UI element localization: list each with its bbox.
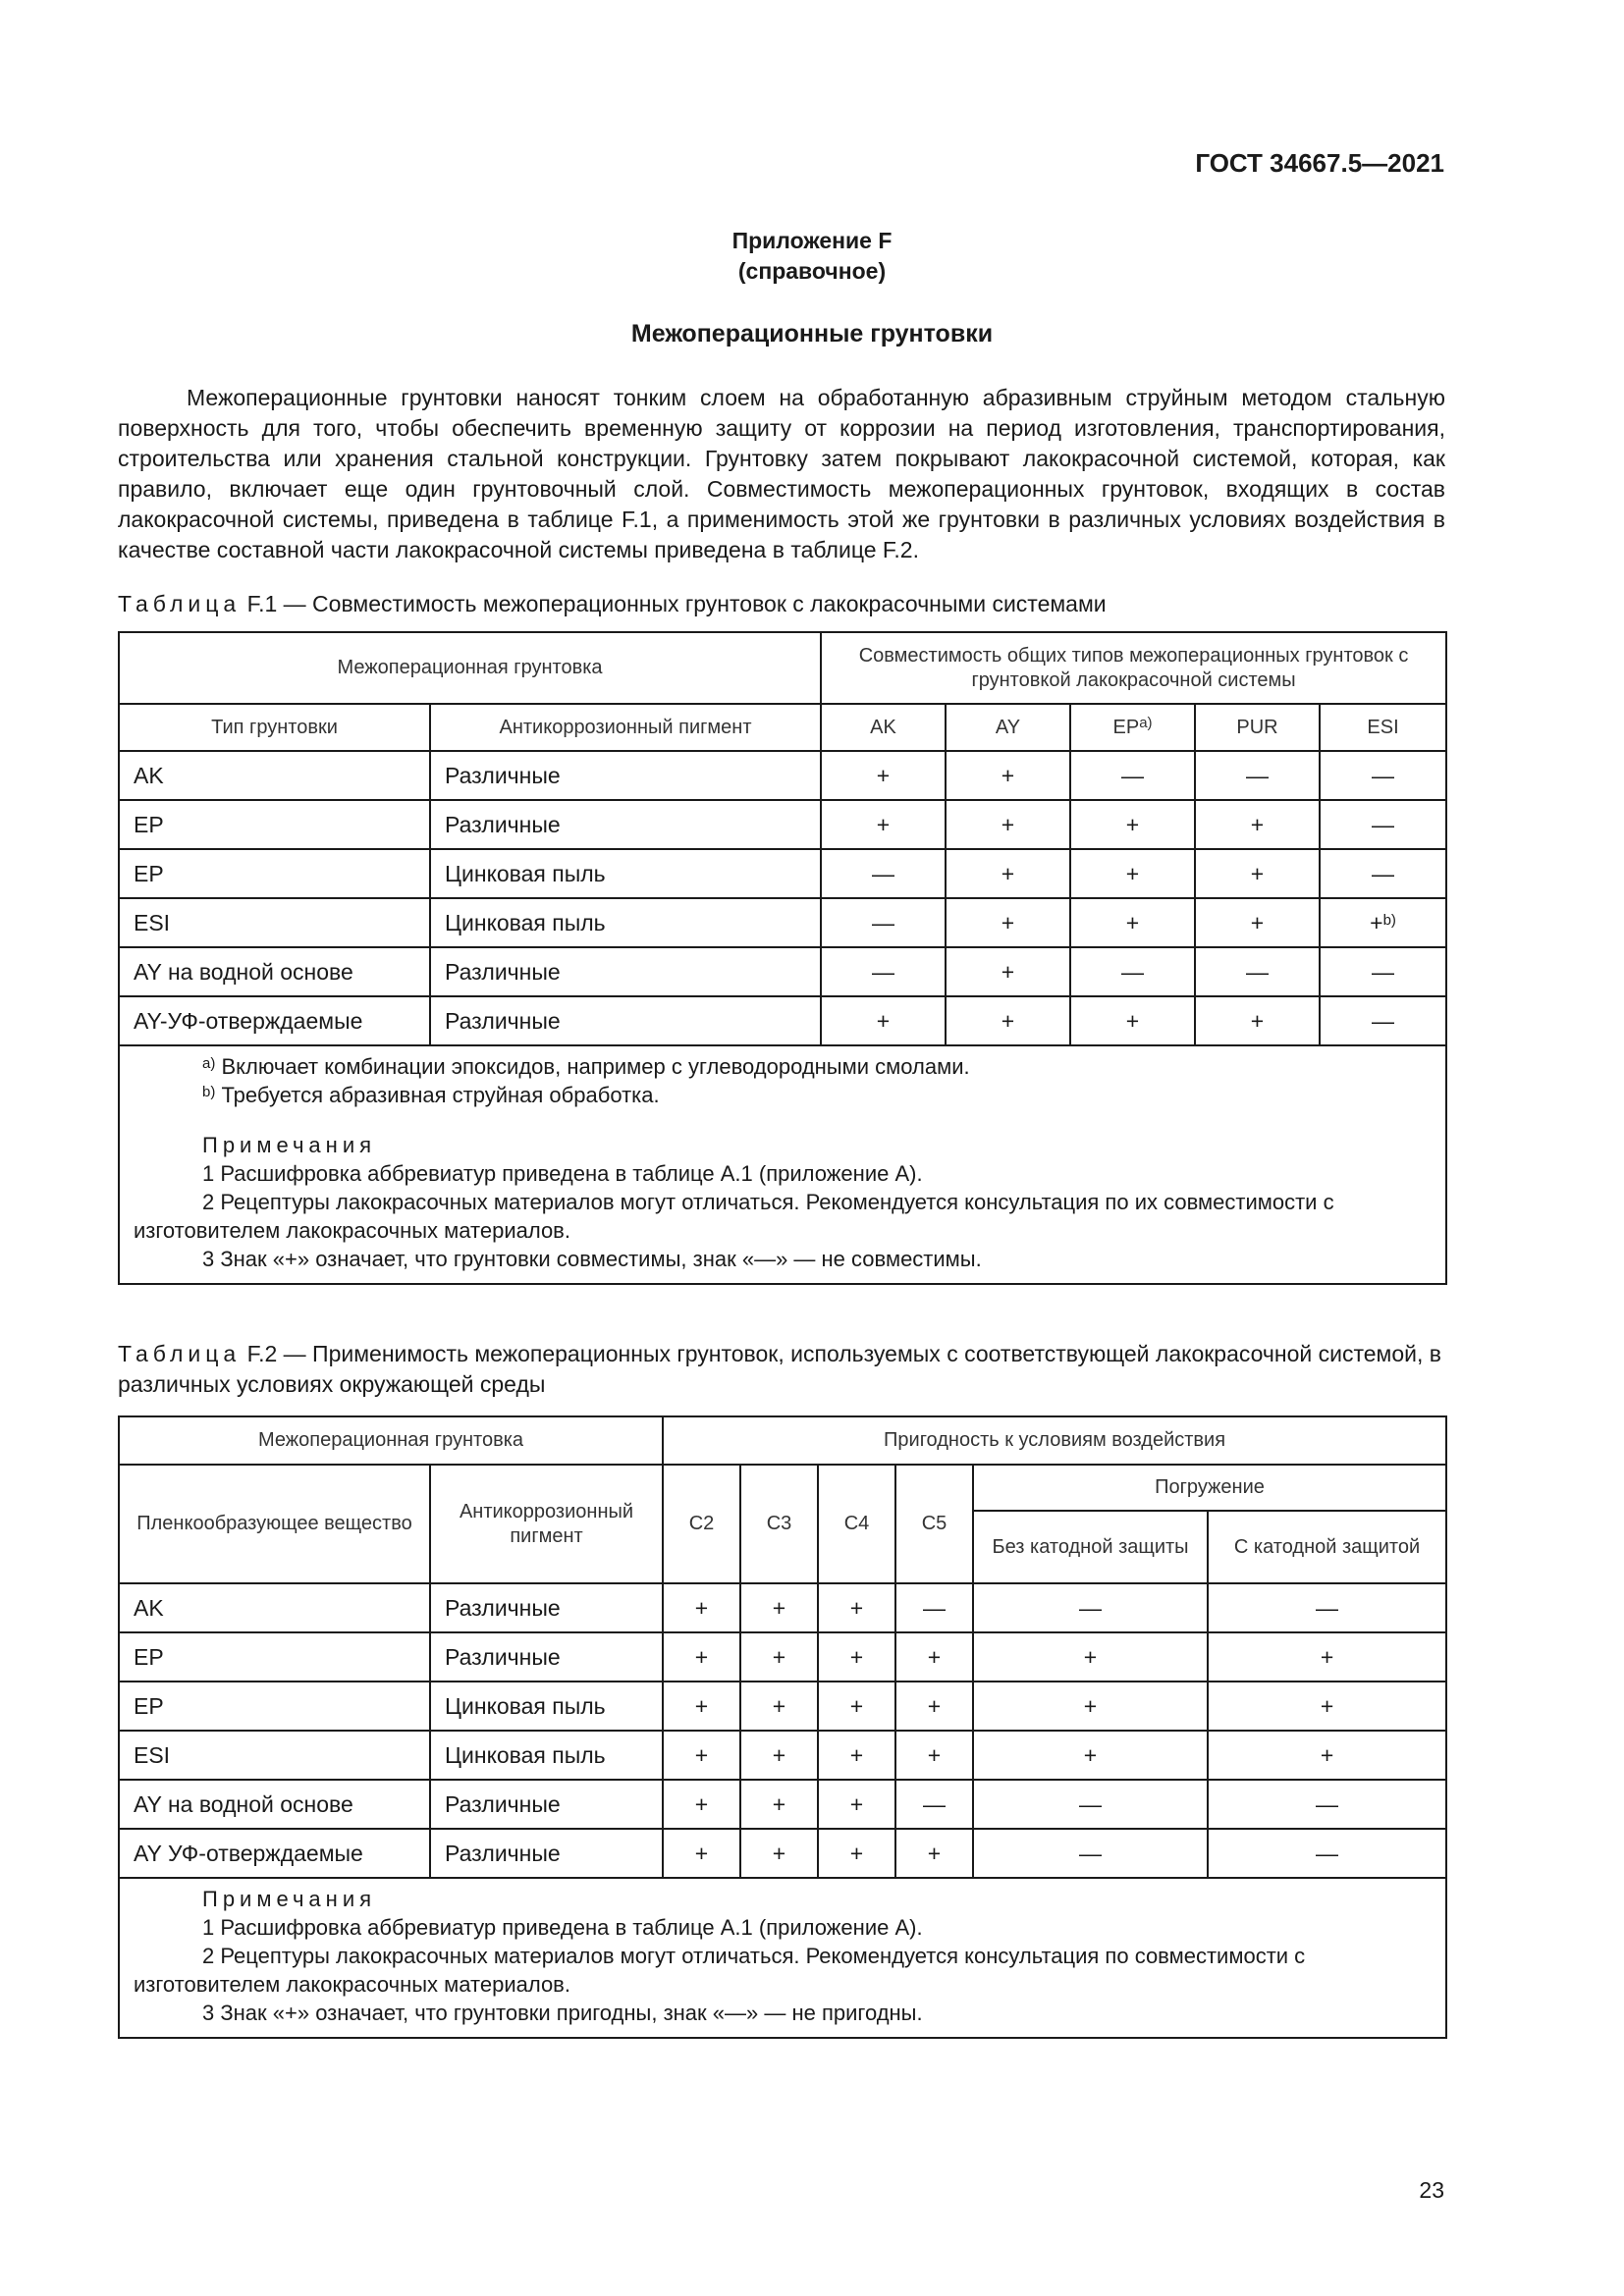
- table-row: [119, 947, 1446, 996]
- table1-notes: [119, 1045, 1446, 1284]
- table2-cell-c2: +: [663, 1829, 740, 1878]
- table1-cell-ay: +: [946, 996, 1070, 1045]
- table-row: [119, 1780, 1446, 1829]
- table1-caption-text: F.1 — Совместимость межоперационных грунтовок с лакокрасочными системами: [241, 591, 1107, 616]
- table1-body: [119, 751, 1446, 1284]
- table-row: [119, 1731, 1446, 1780]
- table1-cell-pur: —: [1195, 751, 1320, 800]
- table-row: [119, 1682, 1446, 1731]
- table2-cell-no-cathodic: —: [973, 1583, 1208, 1632]
- standard-number: ГОСТ 34667.5—2021: [1195, 148, 1444, 178]
- table2-col-no-cathodic: Без катодной защиты: [973, 1511, 1208, 1583]
- table1-cell-pur: +: [1195, 898, 1320, 947]
- table1-cell-ep: +: [1070, 996, 1195, 1045]
- table2-cell-c3: +: [740, 1731, 818, 1780]
- table1-cell-esi: —: [1320, 751, 1446, 800]
- table2-cell-c5: +: [895, 1829, 973, 1878]
- table1-cell-ak: +: [821, 751, 946, 800]
- intro-paragraph: Межоперационные грунтовки наносят тонким слоем на обработанную абразивным струйным методом стальную поверхность для того, чтобы обеспечить временную защиту от коррозии на период изготовления, транспортирования, строительства или хранения стальной конструкции. Грунтовку затем покрывают лакокрасочной системой, которая, как правило, включает еще один грунтовочный слой. Совместимость межоперационных грунтовок, входящих в состав лакокрасочной системы, приведена в таблице F.1, а применимость этой же грунтовки в различных условиях воздействия в качестве составной части лакокрасочной системы приведена в таблице F.2.: [118, 385, 1445, 562]
- table-f2: [118, 1415, 1447, 2039]
- table1-cell-ay: +: [946, 898, 1070, 947]
- table2-cell-c2: +: [663, 1780, 740, 1829]
- table2-body: [119, 1583, 1446, 2038]
- table2-cell-binder: EP: [119, 1632, 430, 1682]
- table2-cell-c3: +: [740, 1583, 818, 1632]
- table1-cell-ep: +: [1070, 800, 1195, 849]
- table1-cell-pigment: Различные: [430, 800, 821, 849]
- table2-cell-c4: +: [818, 1780, 895, 1829]
- table1-footnote-a-mark: a): [202, 1055, 216, 1072]
- table1-cell-ep: +: [1070, 849, 1195, 898]
- table1-cell-esi-value: +: [1370, 909, 1383, 935]
- table1-cell-esi: —: [1320, 996, 1446, 1045]
- table1-cell-type: EP: [119, 849, 430, 898]
- table2-group-right: Пригодность к условиям воздействия: [663, 1416, 1446, 1465]
- table2-cell-pigment: Различные: [430, 1780, 663, 1829]
- table2-cell-cathodic: —: [1208, 1583, 1446, 1632]
- table2-col-immersion: Погружение: [973, 1465, 1446, 1511]
- table2-cell-c5: +: [895, 1731, 973, 1780]
- table1-cell-ay: +: [946, 849, 1070, 898]
- appendix-kind: (справочное): [737, 258, 887, 284]
- table2-col-pigment: Антикоррозионный пигмент: [430, 1465, 663, 1583]
- table1-col-esi: ESI: [1320, 704, 1446, 751]
- table2-group-left: Межоперационная грунтовка: [119, 1416, 663, 1465]
- table2-cell-c2: +: [663, 1632, 740, 1682]
- table2-col-binder: Пленкообразующее вещество: [119, 1465, 430, 1583]
- table2-cell-no-cathodic: +: [973, 1682, 1208, 1731]
- appendix-title: Межоперационные грунтовки: [630, 320, 994, 347]
- table2-cell-no-cathodic: +: [973, 1632, 1208, 1682]
- table2-cell-no-cathodic: —: [973, 1780, 1208, 1829]
- table2-cell-binder: EP: [119, 1682, 430, 1731]
- table1-col-pur: PUR: [1195, 704, 1320, 751]
- page-number: 23: [1419, 2177, 1444, 2203]
- table1-cell-ak: +: [821, 800, 946, 849]
- table-row: [119, 996, 1446, 1045]
- table2-notes-heading: Примечания: [202, 1887, 377, 1911]
- table2-cell-pigment: Различные: [430, 1583, 663, 1632]
- table1-cell-ak: —: [821, 898, 946, 947]
- table2-cell-c4: +: [818, 1682, 895, 1731]
- table-row: [119, 1583, 1446, 1632]
- table1-caption-label: Таблица: [118, 591, 242, 616]
- table1-cell-ep: —: [1070, 947, 1195, 996]
- table1-col-ay: AY: [946, 704, 1070, 751]
- table2-cell-no-cathodic: —: [973, 1829, 1208, 1878]
- table1-cell-type: AY на водной основе: [119, 947, 430, 996]
- table1-cell-esi: —: [1320, 849, 1446, 898]
- table1-cell-ak: —: [821, 849, 946, 898]
- table2-cell-c3: +: [740, 1682, 818, 1731]
- table2-cell-binder: AK: [119, 1583, 430, 1632]
- table1-cell-pur: +: [1195, 849, 1320, 898]
- table2-col-c2: C2: [663, 1465, 740, 1583]
- table1-col-ep: [1070, 704, 1195, 751]
- table2-cell-c5: +: [895, 1682, 973, 1731]
- table1-cell-ay: +: [946, 751, 1070, 800]
- table2-cell-no-cathodic: +: [973, 1731, 1208, 1780]
- table-row: [119, 1632, 1446, 1682]
- table2-cell-binder: ESI: [119, 1731, 430, 1780]
- table1-cell-pur: +: [1195, 800, 1320, 849]
- table2-note-3: 3 Знак «+» означает, что грунтовки пригодны, знак «—» — не пригодны.: [202, 2001, 923, 2025]
- table2-cell-c5: —: [895, 1583, 973, 1632]
- table2-cell-binder: AY УФ-отверждаемые: [119, 1829, 430, 1878]
- table2-cell-c4: +: [818, 1731, 895, 1780]
- table1-cell-ep: —: [1070, 751, 1195, 800]
- table1-footnote-a-text: Включает комбинации эпоксидов, например с углеводородными смолами.: [215, 1054, 970, 1079]
- table-row: [119, 849, 1446, 898]
- table1-cell-ep: +: [1070, 898, 1195, 947]
- table1-cell-ay: +: [946, 947, 1070, 996]
- table1-footnote-b-mark: b): [202, 1084, 216, 1100]
- table1-cell-pigment: Различные: [430, 751, 821, 800]
- table2-cell-cathodic: +: [1208, 1682, 1446, 1731]
- table2-caption-label: Таблица: [118, 1341, 242, 1366]
- table1-cell-ak: +: [821, 996, 946, 1045]
- table2-notes: [119, 1878, 1446, 2038]
- table2-cell-c2: +: [663, 1682, 740, 1731]
- table2-cell-cathodic: +: [1208, 1632, 1446, 1682]
- table1-cell-pigment: Цинковая пыль: [430, 849, 821, 898]
- table1-esi-footnote-mark: b): [1382, 911, 1396, 929]
- table1-cell-esi: —: [1320, 800, 1446, 849]
- table1-footnote-a: [134, 1052, 1432, 1081]
- table1-cell-type: AK: [119, 751, 430, 800]
- table1-cell-pigment: Цинковая пыль: [430, 898, 821, 947]
- table2-cell-binder: AY на водной основе: [119, 1780, 430, 1829]
- table-row: [119, 751, 1446, 800]
- table1-cell-esi: [1320, 898, 1446, 947]
- table2-cell-pigment: Различные: [430, 1829, 663, 1878]
- table1-footnote-b: [134, 1081, 1432, 1109]
- table2-cell-c3: +: [740, 1829, 818, 1878]
- table-row: [119, 898, 1446, 947]
- table2-note-2: 2 Рецептуры лакокрасочных материалов могут отличаться. Рекомендуется консультация по совместимости с изготовителем лакокрасочных материалов.: [134, 1944, 1306, 1997]
- table1-group-right: Совместимость общих типов межоперационных грунтовок с грунтовкой лакокрасочной системы: [821, 632, 1446, 704]
- table2-cell-c5: +: [895, 1632, 973, 1682]
- table1-col-ep-footnote-mark: a): [1139, 714, 1153, 731]
- table1-cell-esi: —: [1320, 947, 1446, 996]
- table2-cell-pigment: Цинковая пыль: [430, 1682, 663, 1731]
- table1-cell-pigment: Различные: [430, 947, 821, 996]
- table2-col-c5: C5: [895, 1465, 973, 1583]
- table1-cell-pigment: Различные: [430, 996, 821, 1045]
- table2-cell-pigment: Цинковая пыль: [430, 1731, 663, 1780]
- table1-caption: [118, 589, 1445, 619]
- table-f1: [118, 631, 1447, 1285]
- table2-cell-cathodic: —: [1208, 1780, 1446, 1829]
- table1-note-1: 1 Расшифровка аббревиатур приведена в таблице А.1 (приложение А).: [202, 1161, 923, 1186]
- table2-cell-c3: +: [740, 1780, 818, 1829]
- table1-cell-type: AY-УФ-отверждаемые: [119, 996, 430, 1045]
- table-row: [119, 1829, 1446, 1878]
- table1-col-type: Тип грунтовки: [119, 704, 430, 751]
- table1-notes-heading: Примечания: [202, 1133, 377, 1157]
- table2-note-1: 1 Расшифровка аббревиатур приведена в таблице А.1 (приложение А).: [202, 1915, 923, 1940]
- table-row: [119, 800, 1446, 849]
- table1-col-pigment: Антикоррозионный пигмент: [430, 704, 821, 751]
- table2-cell-cathodic: —: [1208, 1829, 1446, 1878]
- table2-cell-cathodic: +: [1208, 1731, 1446, 1780]
- table1-cell-type: ESI: [119, 898, 430, 947]
- table1-note-3: 3 Знак «+» означает, что грунтовки совместимы, знак «—» — не совместимы.: [202, 1247, 982, 1271]
- table1-cell-ay: +: [946, 800, 1070, 849]
- table2-cell-pigment: Различные: [430, 1632, 663, 1682]
- table1-note-2: 2 Рецептуры лакокрасочных материалов могут отличаться. Рекомендуется консультация по их совместимости с изготовителем лакокрасочных материалов.: [134, 1190, 1334, 1243]
- table2-cell-c5: —: [895, 1780, 973, 1829]
- appendix-label: Приложение F: [731, 228, 893, 253]
- table2-cell-c3: +: [740, 1632, 818, 1682]
- table2-col-cathodic: С катодной защитой: [1208, 1511, 1446, 1583]
- table1-cell-pur: —: [1195, 947, 1320, 996]
- table1-cell-ak: —: [821, 947, 946, 996]
- table1-group-left: Межоперационная грунтовка: [119, 632, 821, 704]
- table1-col-ep-label: EP: [1112, 716, 1140, 738]
- table2-cell-c2: +: [663, 1583, 740, 1632]
- table2-cell-c4: +: [818, 1829, 895, 1878]
- table1-col-ak: AK: [821, 704, 946, 751]
- table2-caption-text: F.2 — Применимость межоперационных грунтовок, используемых с соответствующей лакокрасочной системой, в различных условиях окружающей среды: [118, 1341, 1442, 1397]
- table2-caption: [118, 1339, 1445, 1400]
- table2-col-c3: C3: [740, 1465, 818, 1583]
- table1-cell-type: EP: [119, 800, 430, 849]
- table2-cell-c4: +: [818, 1583, 895, 1632]
- table2-cell-c2: +: [663, 1731, 740, 1780]
- table1-footnote-b-text: Требуется абразивная струйная обработка.: [215, 1083, 660, 1107]
- table2-cell-c4: +: [818, 1632, 895, 1682]
- table1-cell-pur: +: [1195, 996, 1320, 1045]
- table2-col-c4: C4: [818, 1465, 895, 1583]
